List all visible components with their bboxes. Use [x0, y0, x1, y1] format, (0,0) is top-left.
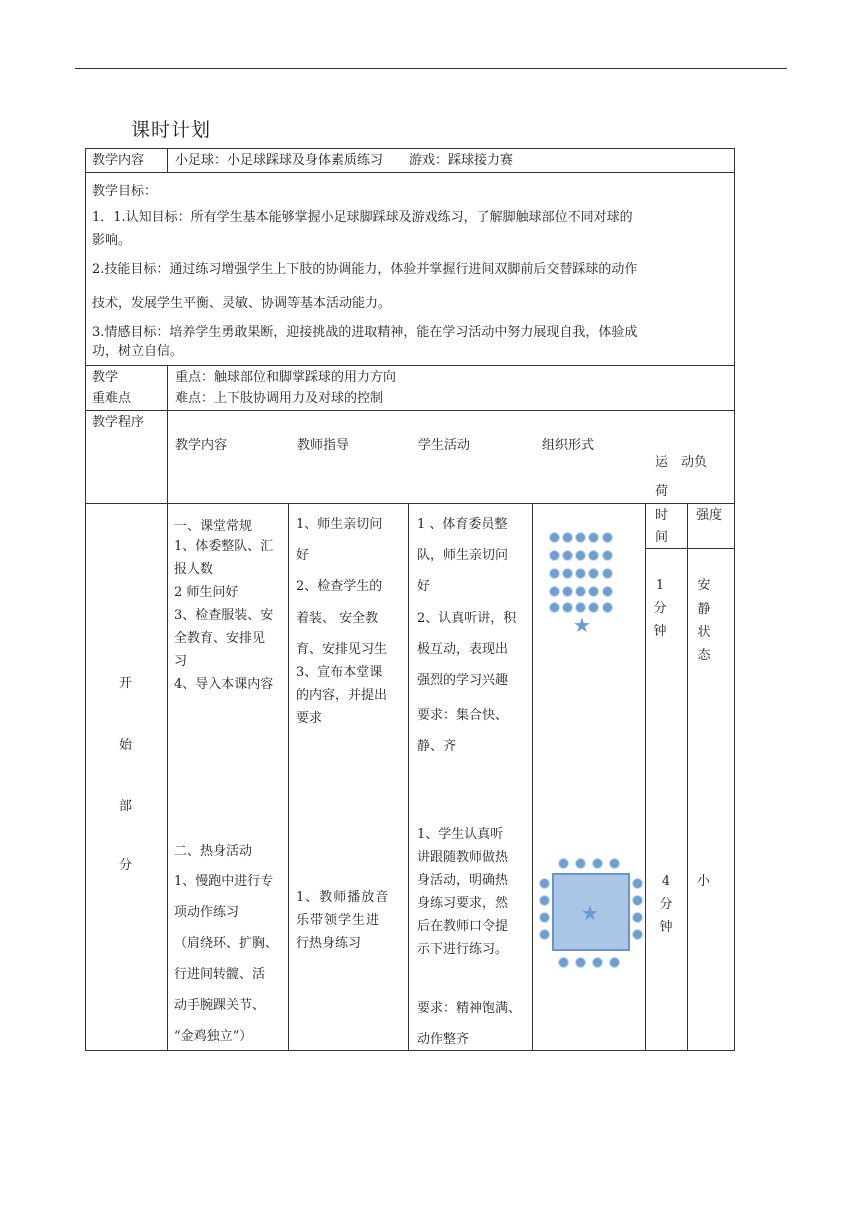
student-dot-icon	[602, 550, 613, 561]
keypoints-label-1: 教学	[92, 370, 119, 385]
student-dot-icon	[549, 586, 560, 597]
student-dot-icon	[575, 957, 586, 968]
text-line: 静、齐	[417, 739, 457, 754]
keypoints-label-2: 重难点	[92, 391, 132, 406]
header-teacher: 教师指导	[297, 438, 350, 453]
text-line: 报人数	[174, 562, 214, 577]
time-unit: 钟	[653, 624, 667, 639]
intensity-char: 态	[697, 648, 711, 663]
student-dot-icon	[575, 858, 586, 869]
text-line: 要求：集合快、	[417, 708, 509, 723]
objectives-heading: 教学目标：	[92, 184, 158, 199]
objective-3-line-1: 3.情感目标：培养学生勇敢果断，迎接挑战的进取精神，能在学习活动中努力展现自我，体验成	[92, 325, 638, 340]
time-unit: 分	[653, 601, 667, 616]
text-line: 1 、体育委员整	[417, 517, 508, 532]
student-dot-icon	[575, 602, 586, 613]
student-dot-icon	[539, 912, 550, 923]
text-line: 1、师生亲切问	[296, 517, 383, 532]
student-dot-icon	[632, 895, 643, 906]
text-line: 1、教师播放音	[296, 890, 390, 905]
text-line: 3、检查服装、安	[174, 608, 274, 623]
text-line: （肩绕环、扩胸、	[174, 936, 279, 951]
text-line: 2、检查学生的	[296, 579, 383, 594]
header-load-2: 荷	[655, 484, 669, 499]
text-line: 二、热身活动	[174, 844, 253, 859]
text-line: 行热身练习	[296, 936, 362, 951]
student-dot-icon	[592, 858, 603, 869]
time-unit: 钟	[659, 920, 673, 935]
text-line: 项动作练习	[174, 905, 240, 920]
text-line: 队，师生亲切问	[417, 548, 509, 563]
text-line: 要求	[296, 711, 323, 726]
section-char-3: 部	[119, 799, 133, 814]
student-dot-icon	[632, 912, 643, 923]
intensity-char: 状	[697, 625, 711, 640]
document-title: 课时计划	[131, 119, 212, 141]
text-line: 1、学生认真听	[417, 827, 504, 842]
section-char-2: 始	[119, 738, 133, 753]
section-char-4: 分	[119, 858, 133, 873]
text-line: 习	[174, 654, 188, 669]
student-dot-icon	[588, 602, 599, 613]
header-rule	[75, 68, 787, 69]
student-dot-icon	[588, 550, 599, 561]
student-dot-icon	[575, 586, 586, 597]
text-line: 身练习要求，然	[417, 896, 509, 911]
student-dot-icon	[575, 568, 586, 579]
student-dot-icon	[562, 550, 573, 561]
text-line: 4、导入本课内容	[174, 677, 274, 692]
content-label: 教学内容	[92, 153, 145, 168]
difficulty-point: 难点：上下肢协调用力及对球的控制	[175, 391, 384, 406]
text-line: 强烈的学习兴趣	[417, 673, 509, 688]
student-dot-icon	[602, 602, 613, 613]
text-line: “金鸡独立”）	[174, 1029, 253, 1044]
header-procedure: 教学程序	[92, 415, 145, 430]
student-dot-icon	[539, 895, 550, 906]
text-line: 后在教师口令提	[417, 919, 509, 934]
intensity-char: 安	[697, 578, 711, 593]
text-line: 着装、 安全教	[296, 611, 379, 626]
objective-2-line-2: 技术，发展学生平衡、灵敏、协调等基本活动能力。	[92, 296, 392, 311]
content-value: 小足球：小足球踩球及身体素质练习 游戏：踩球接力赛	[175, 153, 514, 168]
section-char-1: 开	[119, 676, 133, 691]
key-point: 重点：触球部位和脚掌踩球的用力方向	[175, 370, 397, 385]
student-dot-icon	[575, 550, 586, 561]
intensity-value: 小	[697, 874, 711, 889]
student-dot-icon	[588, 586, 599, 597]
intensity-char: 静	[697, 602, 711, 617]
student-dot-icon	[562, 532, 573, 543]
header-student: 学生活动	[418, 438, 471, 453]
text-line: 极互动，表现出	[417, 642, 509, 657]
time-value: 1	[655, 578, 665, 593]
student-dot-icon	[632, 929, 643, 940]
student-dot-icon	[539, 929, 550, 940]
header-intensity: 强度	[696, 508, 723, 523]
teacher-star-icon: ★	[573, 613, 591, 637]
text-line: 示下进行练习。	[417, 942, 509, 957]
time-value: 4	[661, 874, 671, 889]
student-dot-icon	[632, 878, 643, 889]
text-line: 1、体委整队、汇	[174, 539, 274, 554]
student-dot-icon	[602, 532, 613, 543]
student-dot-icon	[549, 550, 560, 561]
text-line: 育、安排见习生	[296, 642, 388, 657]
student-dot-icon	[539, 878, 550, 889]
text-line: 讲跟随教师做热	[417, 850, 509, 865]
header-content: 教学内容	[175, 438, 228, 453]
student-dot-icon	[562, 586, 573, 597]
objective-1-line-2: 影响。	[92, 233, 132, 248]
text-line: 1、慢跑中进行专	[174, 874, 274, 889]
student-dot-icon	[549, 568, 560, 579]
student-dot-icon	[602, 568, 613, 579]
objective-2-line-1: 2.技能目标：通过练习增强学生上下肢的协调能力，体验并掌握行进间双脚前后交替踩球的动作	[92, 262, 638, 277]
time-unit: 分	[659, 897, 673, 912]
student-dot-icon	[558, 957, 569, 968]
text-line: 动手腕踝关节、	[174, 998, 266, 1013]
objective-1-line-1: 1．1.认知目标：所有学生基本能够掌握小足球脚踩球及游戏练习，了解脚触球部位不同对球的	[92, 210, 633, 225]
text-line: 全教育、安排见	[174, 631, 266, 646]
text-line: 行进间转髋、活	[174, 967, 266, 982]
text-line: 2 师生问好	[174, 585, 239, 600]
text-line: 身活动，明确热	[417, 873, 509, 888]
header-organization: 组织形式	[542, 438, 595, 453]
text-line: 3、宣布本堂课	[296, 665, 383, 680]
header-time-1: 时	[655, 508, 669, 523]
teacher-star-icon: ★	[581, 901, 599, 925]
header-time-2: 间	[655, 530, 669, 545]
student-dot-icon	[575, 532, 586, 543]
formation-diagram-assembly	[549, 532, 624, 642]
student-dot-icon	[609, 957, 620, 968]
text-line: 的内容，并提出	[296, 688, 388, 703]
formation-diagram-warmup	[538, 856, 643, 971]
text-line: 好	[296, 548, 310, 563]
text-line: 要求：精神饱满、	[417, 1001, 522, 1016]
text-line: 一、课堂常规	[174, 519, 253, 534]
student-dot-icon	[588, 568, 599, 579]
student-dot-icon	[588, 532, 599, 543]
student-dot-icon	[558, 858, 569, 869]
text-line: 动作整齐	[417, 1032, 470, 1047]
text-line: 乐带领学生进	[296, 913, 381, 928]
text-line: 好	[417, 579, 431, 594]
student-dot-icon	[602, 586, 613, 597]
student-dot-icon	[562, 602, 573, 613]
student-dot-icon	[549, 602, 560, 613]
student-dot-icon	[562, 568, 573, 579]
student-dot-icon	[592, 957, 603, 968]
objective-3-line-2: 功，树立自信。	[92, 344, 184, 359]
student-dot-icon	[549, 532, 560, 543]
text-line: 2、认真听讲，积	[417, 611, 517, 626]
student-dot-icon	[609, 858, 620, 869]
header-load-1: 运 动负	[655, 455, 708, 470]
